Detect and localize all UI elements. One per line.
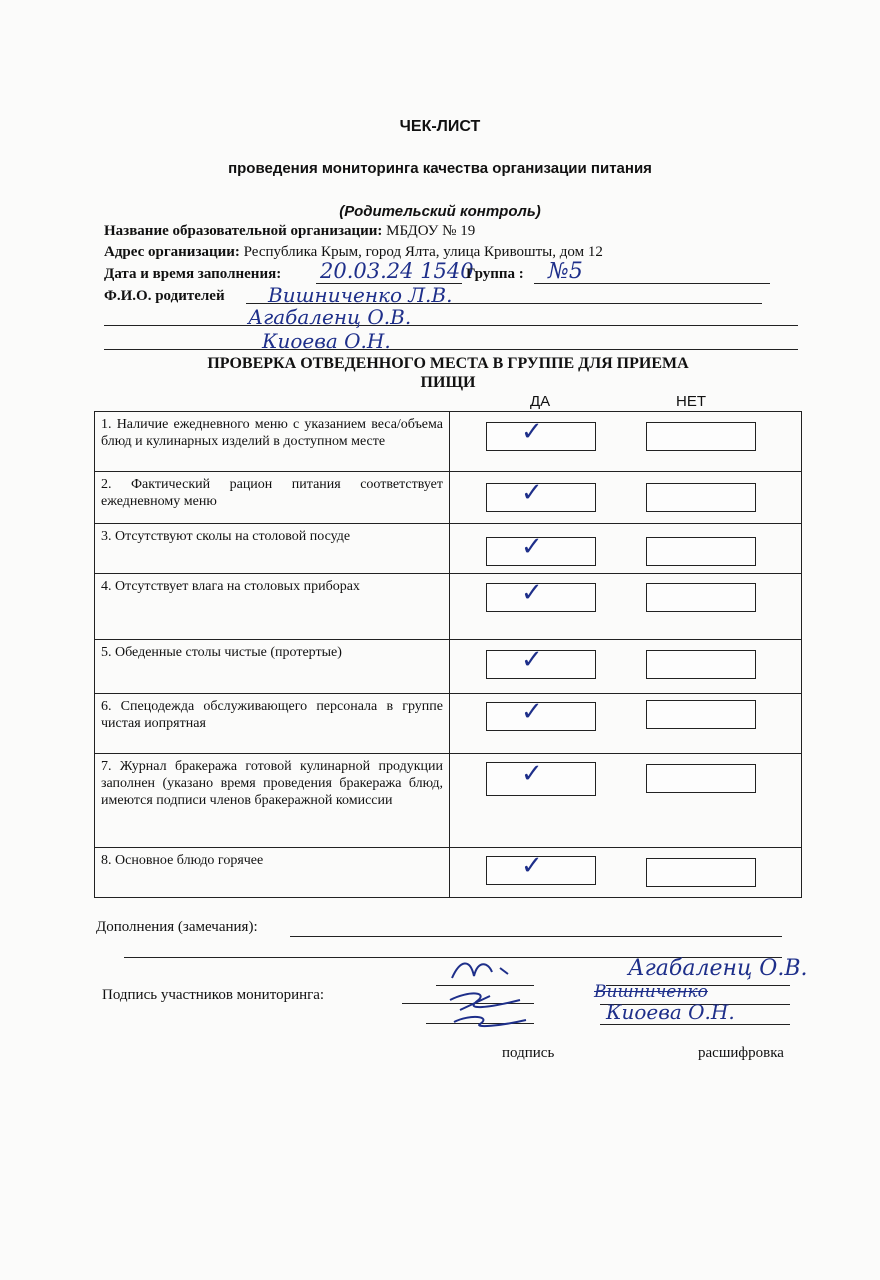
check-mark-icon: ✓ [521,697,543,727]
item-text: 4. Отсутствует влага на столовых приборах [95,574,450,640]
item-text: 5. Обеденные столы чистые (протертые) [95,640,450,694]
yes-checkbox[interactable] [486,578,596,612]
table-row [95,574,802,640]
item-text: 2. Фактический рацион питания соответствует ежедневному меню [95,472,450,524]
address-value: Республика Крым, город Ялта, улица Кривошты, дом 12 [243,244,603,260]
item-text: 8. Основное блюдо горячее [95,848,450,898]
address-label: Адрес организации: [104,244,240,260]
handwritten-signatures [430,950,540,1030]
signatures-label: Подпись участников мониторинга: [102,987,325,1003]
table-row [95,754,802,848]
check-mark-icon: ✓ [521,851,543,881]
table-row [95,694,802,754]
no-checkbox[interactable] [646,583,756,612]
group-value: №5 [548,259,583,284]
section-title: ПРОВЕРКА ОТВЕДЕННОГО МЕСТА В ГРУППЕ ДЛЯ ПРИЕМА ПИЩИ [207,355,689,391]
parent-name-2: Агабаленц О.В. [248,305,412,329]
decoding-3: Киоева О.Н. [606,1000,735,1024]
yes-checkbox[interactable] [486,697,596,731]
item-text: 1. Наличие ежедневного меню с указанием веса/объема блюд и кулинарных изделий в доступном месте [95,412,450,472]
remarks-line-1 [290,936,782,937]
parent-name-1: Вишниченко Л.В. [268,283,453,307]
table-row [95,640,802,694]
parent-name-3: Киоева О.Н. [262,329,391,353]
check-mark-icon: ✓ [521,759,543,789]
decoding-caption: расшифровка [698,1045,784,1061]
decoding-1: Агабаленц О.В. [628,956,808,981]
check-mark-icon: ✓ [521,578,543,608]
parents-line-2 [104,325,798,326]
table-row [95,412,802,472]
date-label: Дата и время заполнения: [104,266,282,282]
no-checkbox[interactable] [646,764,756,793]
no-checkbox[interactable] [646,650,756,679]
doc-title: ЧЕК-ЛИСТ [399,118,481,135]
item-text: 7. Журнал бракеража готовой кулинарной продукции заполнен (указано время проведения бракеража блюд, имеются подписи членов бракеражной комиссии [95,754,450,848]
remarks-label: Дополнения (замечания): [96,919,258,935]
check-mark-icon: ✓ [521,478,543,508]
org-name-row [104,223,475,240]
check-mark-icon: ✓ [521,532,543,562]
yes-checkbox[interactable] [486,851,596,885]
table-row [95,472,802,524]
column-no-header: НЕТ [676,393,706,410]
yes-checkbox[interactable] [486,532,596,566]
table-row [95,848,802,898]
yes-checkbox[interactable] [486,645,596,679]
yes-checkbox[interactable] [486,478,596,512]
no-checkbox[interactable] [646,700,756,729]
org-name-value: МБДОУ № 19 [386,223,476,239]
decoding-line-3 [600,1024,790,1025]
item-text: 3. Отсутствуют сколы на столовой посуде [95,524,450,574]
check-mark-icon: ✓ [521,417,543,447]
yes-checkbox[interactable] [486,759,596,796]
no-checkbox[interactable] [646,422,756,451]
date-value: 20.03.24 1540 [320,259,474,283]
table-row [95,524,802,574]
no-checkbox[interactable] [646,858,756,887]
no-checkbox[interactable] [646,537,756,566]
yes-checkbox[interactable] [486,417,596,451]
checklist-table [94,411,802,898]
doc-subtitle: проведения мониторинга качества организации питания [228,160,652,177]
control-type: (Родительский контроль) [339,203,541,220]
item-text: 6. Спецодежда обслуживающего персонала в группе чистая иопрятная [95,694,450,754]
decoding-2: Вишниченко [594,982,708,1002]
parents-label: Ф.И.О. родителей [104,288,225,304]
group-label: Группа : [466,266,524,282]
column-yes-header: ДА [530,393,551,410]
check-mark-icon: ✓ [521,645,543,675]
parents-line-3 [104,349,798,350]
org-name-label: Название образовательной организации: [104,223,383,239]
signature-caption: подпись [502,1045,555,1061]
no-checkbox[interactable] [646,483,756,512]
